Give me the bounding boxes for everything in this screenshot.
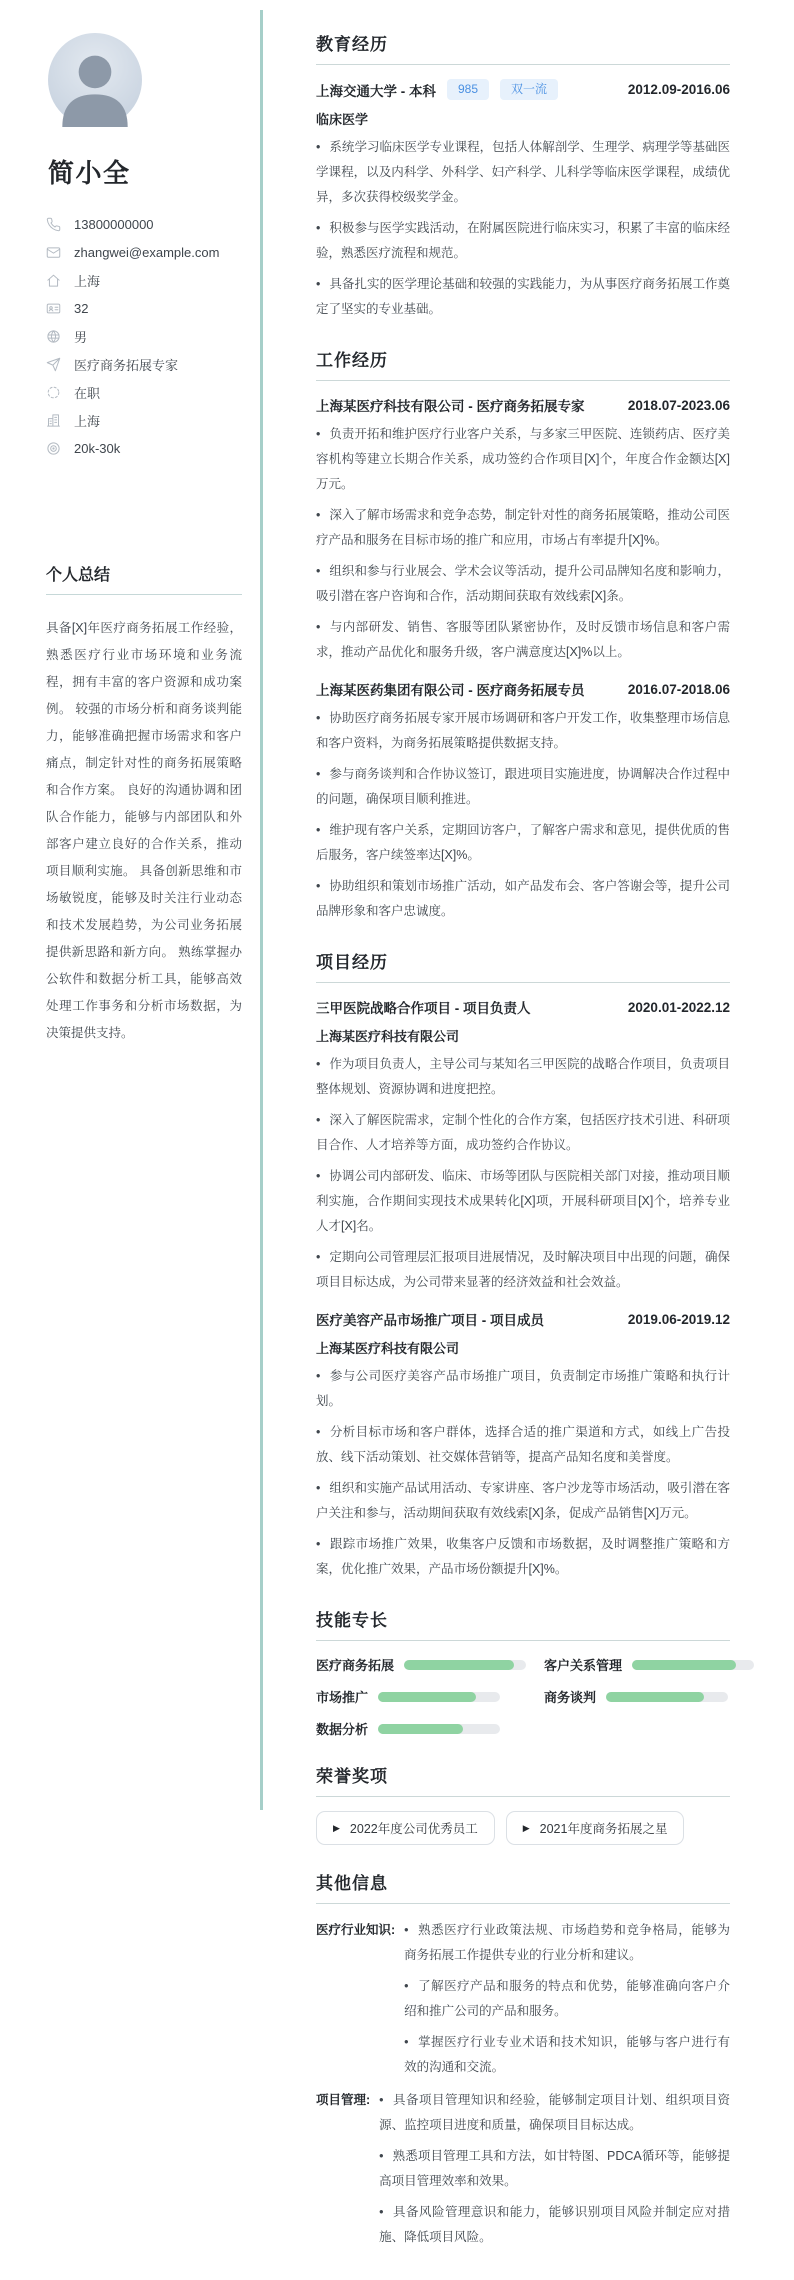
honors-title: 荣誉奖项: [316, 1762, 730, 1797]
skill-progress-track: [404, 1660, 526, 1670]
bullet: • 掌握医疗行业专业术语和技术知识，能够与客户进行有效的沟通和交流。: [404, 2030, 730, 2080]
skill-progress-track: [606, 1692, 728, 1702]
skills-title: 技能专长: [316, 1606, 730, 1641]
project-bullets: [316, 1364, 730, 1582]
badge-double-first-class: 双一流: [500, 79, 558, 100]
personal-summary-text: 具备[X]年医疗商务拓展工作经验，熟悉医疗行业市场环境和业务流程，拥有丰富的客户资源和成功案例。 较强的市场分析和商务谈判能力，能够准确把握市场需求和客户痛点，制定针对性的商务拓展策略和合作方案。 良好的沟通协调和团队合作能力，能够与内部团队和外部客户建立良好的合作关系，推动项目顺利实施。 具备创新思维和市场敏锐度，能够及时关注行业动态和技术发展趋势，为公司业务拓展提供新思路和新方向。 熟练掌握办公软件和数据分析工具，能够高效处理工作事务和分析市场数据，为决策提供支持。: [46, 621, 242, 1040]
bullet: • 协助医疗商务拓展专家开展市场调研和客户开发工作，收集整理市场信息和客户资料，为商务拓展策略提供数据支持。: [316, 706, 730, 756]
work-entry: [316, 679, 730, 924]
education-title: 教育经历: [316, 30, 730, 65]
skill-progress-track: [378, 1692, 500, 1702]
honors-row: [316, 1811, 730, 1845]
bullet: • 跟踪市场推广效果，收集客户反馈和市场数据，及时调整推广策略和方案，优化推广效果，产品市场份额提升[X]%。: [316, 1532, 730, 1582]
bullet: • 参与商务谈判和合作协议签订，跟进项目实施进度，协调解决合作过程中的问题，确保项目顺利推进。: [316, 762, 730, 812]
bullet: • 作为项目负责人，主导公司与某知名三甲医院的战略合作项目，负责项目整体规划、资源协调和进度把控。: [316, 1052, 730, 1102]
project-entry: [316, 1309, 730, 1582]
skill-item: [316, 1655, 526, 1674]
school-name: 上海交通大学 - 本科: [316, 83, 436, 99]
skill-progress-track: [632, 1660, 754, 1670]
other-group-bullets: [379, 2088, 730, 2256]
contact-email: [46, 238, 242, 266]
bullet: • 熟悉医疗行业政策法规、市场趋势和竞争格局，能够为商务拓展工作提供专业的行业分析和建议。: [404, 1918, 730, 1968]
education-date: 2012.09-2016.06: [627, 82, 730, 97]
contact-list: [46, 210, 242, 462]
other-info-section: [316, 1869, 730, 2256]
bullet: • 深入了解医院需求，定制个性化的合作方案，包括医疗技术引进、科研项目合作、人才培养等方面，成功签约合作协议。: [316, 1108, 730, 1158]
project-bullets: [316, 1052, 730, 1295]
main-column: [263, 0, 794, 2280]
major: 临床医学: [316, 112, 369, 127]
skill-progress-fill: [632, 1660, 736, 1670]
skill-item: [316, 1687, 526, 1706]
contact-gender: [46, 322, 242, 350]
bullet: • 协调公司内部研发、临床、市场等团队与医院相关部门对接，推动项目顺利实施，合作期间实现技术成果转化[X]项，开展科研项目[X]个，培养专业人才[X]名。: [316, 1164, 730, 1239]
other-group-project-management: [316, 2088, 730, 2256]
contact-value: 在职: [74, 385, 101, 401]
skill-progress-fill: [378, 1724, 463, 1734]
honor-badge: [316, 1811, 495, 1845]
contact-value: zhangwei@example.com: [74, 244, 220, 260]
bullet: • 负责开拓和维护医疗行业客户关系，与多家三甲医院、连锁药店、医疗美容机构等建立长期合作关系，成功签约合作项目[X]个，年度合作金额达[X]万元。: [316, 422, 730, 497]
work-date: 2018.07-2023.06: [627, 397, 730, 413]
work-entry: [316, 395, 730, 665]
project-company: 上海某医疗科技有限公司: [316, 1029, 460, 1044]
projects-title: 项目经历: [316, 948, 730, 983]
skill-item: [544, 1655, 754, 1674]
bullet: • 维护现有客户关系，定期回访客户，了解客户需求和意见，提供优质的售后服务，客户续签率达[X]%。: [316, 818, 730, 868]
bullet: • 分析目标市场和客户群体，选择合适的推广渠道和方式，如线上广告投放、线下活动策划、社交媒体营销等，提高产品知名度和美誉度。: [316, 1420, 730, 1470]
work-bullets: [316, 706, 730, 924]
bullet: • 深入了解市场需求和竞争态势，制定针对性的商务拓展策略，推动公司医疗产品和服务在目标市场的推广和应用，市场占有率提升[X]%。: [316, 503, 730, 553]
skill-progress-fill: [606, 1692, 704, 1702]
home-icon: [46, 273, 61, 288]
contact-value: 医疗商务拓展专家: [74, 357, 179, 373]
bullet: • 具备风险管理意识和能力，能够识别项目风险并制定应对措施、降低项目风险。: [379, 2200, 730, 2250]
contact-value: 上海: [74, 273, 101, 289]
project-name: 医疗美容产品市场推广项目 - 项目成员: [316, 1313, 544, 1328]
skill-label: 客户关系管理: [544, 1658, 623, 1673]
contact-value: 32: [74, 300, 89, 316]
person-silhouette-icon: [52, 41, 138, 127]
skill-item: [316, 1719, 526, 1738]
bullet: • 组织和参与行业展会、学术会议等活动，提升公司品牌知名度和影响力，吸引潜在客户咨询和合作，活动期间获取有效线索[X]条。: [316, 559, 730, 609]
bullet: • 组织和实施产品试用活动、专家讲座、客户沙龙等市场活动，吸引潜在客户关注和参与，活动期间获取有效线索[X]条，促成产品销售[X]万元。: [316, 1476, 730, 1526]
honor-label: 2021年度商务拓展之星: [539, 1822, 668, 1836]
work-date: 2016.07-2018.06: [627, 681, 730, 697]
other-group-label: 医疗行业知识:: [316, 1923, 396, 1937]
paper-plane-icon: [46, 357, 61, 372]
project-date: 2019.06-2019.12: [627, 1311, 730, 1327]
skill-label: 医疗商务拓展: [316, 1658, 395, 1673]
contact-status: [46, 378, 242, 406]
bullet: • 具备项目管理知识和经验，能够制定项目计划、组织项目资源、监控项目进度和质量，确保项目目标达成。: [379, 2088, 730, 2138]
contact-value: 13800000000: [74, 216, 154, 232]
projects-section: [316, 948, 730, 1582]
skill-progress-fill: [378, 1692, 476, 1702]
candidate-name: 简小全: [48, 158, 131, 188]
work-section: [316, 346, 730, 924]
building-icon: [46, 413, 61, 428]
education-bullets: [316, 135, 730, 322]
project-company: 上海某医疗科技有限公司: [316, 1341, 460, 1356]
skill-label: 市场推广: [316, 1690, 369, 1705]
honors-section: [316, 1762, 730, 1845]
contact-city: [46, 406, 242, 434]
contact-age: [46, 294, 242, 322]
bullet: • 了解医疗产品和服务的特点和优势，能够准确向客户介绍和推广公司的产品和服务。: [404, 1974, 730, 2024]
company-role: 上海某医药集团有限公司 - 医疗商务拓展专员: [316, 683, 585, 698]
skills-grid: [316, 1655, 730, 1738]
skill-progress-fill: [404, 1660, 514, 1670]
skill-label: 数据分析: [316, 1722, 369, 1737]
honor-label: 2022年度公司优秀员工: [349, 1822, 478, 1836]
contact-job-title: [46, 350, 242, 378]
contact-value: 20k-30k: [74, 440, 121, 456]
contact-phone: [46, 210, 242, 238]
education-section: [316, 30, 730, 322]
skill-label: 商务谈判: [544, 1690, 597, 1705]
personal-summary-title: 个人总结: [46, 562, 242, 595]
bullet: • 参与公司医疗美容产品市场推广项目，负责制定市场推广策略和执行计划。: [316, 1364, 730, 1414]
phone-icon: [46, 217, 61, 232]
skill-item: [544, 1687, 754, 1706]
bullet: • 与内部研发、销售、客服等团队紧密协作，及时反馈市场信息和客户需求，推动产品优化和服务升级，客户满意度达[X]%以上。: [316, 615, 730, 665]
bullet: • 具备扎实的医学理论基础和较强的实践能力，为从事医疗商务拓展工作奠定了坚实的专业基础。: [316, 272, 730, 322]
education-entry: [316, 79, 730, 322]
badge-985: 985: [447, 79, 489, 100]
play-icon: ▶: [333, 1822, 340, 1833]
contact-location: [46, 266, 242, 294]
email-icon: [46, 245, 61, 260]
other-group-bullets: [404, 1918, 730, 2086]
contact-salary: [46, 434, 242, 462]
skill-progress-track: [378, 1724, 500, 1734]
bullet: • 熟悉项目管理工具和方法，如甘特图、PDCA循环等，能够提高项目管理效率和效果。: [379, 2144, 730, 2194]
project-date: 2020.01-2022.12: [627, 999, 730, 1015]
bullet: • 定期向公司管理层汇报项目进展情况，及时解决项目中出现的问题，确保项目目标达成，为公司带来显著的经济效益和社会效益。: [316, 1245, 730, 1295]
target-icon: [46, 441, 61, 456]
other-group-industry: [316, 1918, 730, 2086]
other-group-label: 项目管理:: [316, 2093, 371, 2107]
work-bullets: [316, 422, 730, 665]
bullet: • 积极参与医学实践活动，在附属医院进行临床实习，积累了丰富的临床经验，熟悉医疗流程和规范。: [316, 216, 730, 266]
bullet: • 协助组织和策划市场推广活动，如产品发布会、客户答谢会等，提升公司品牌形象和客户忠诚度。: [316, 874, 730, 924]
play-icon: ▶: [522, 1822, 530, 1833]
avatar: [48, 33, 142, 127]
honor-badge: [506, 1811, 685, 1845]
other-info-title: 其他信息: [316, 1869, 730, 1904]
project-name: 三甲医院战略合作项目 - 项目负责人: [316, 1001, 531, 1016]
status-icon: [46, 385, 61, 400]
sidebar: [0, 0, 260, 1047]
project-entry: [316, 997, 730, 1295]
id-card-icon: [46, 301, 61, 316]
work-title: 工作经历: [316, 346, 730, 381]
bullet: • 系统学习临床医学专业课程，包括人体解剖学、生理学、病理学等基础医学课程，以及内科学、外科学、妇产科学、儿科学等临床医学课程，成绩优异，多次获得校级奖学金。: [316, 135, 730, 210]
personal-summary-section: [46, 562, 242, 1047]
contact-value: 男: [74, 329, 88, 345]
skills-section: [316, 1606, 730, 1738]
contact-value: 上海: [74, 413, 101, 429]
gender-icon: [46, 329, 61, 344]
company-role: 上海某医疗科技有限公司 - 医疗商务拓展专家: [316, 399, 585, 414]
